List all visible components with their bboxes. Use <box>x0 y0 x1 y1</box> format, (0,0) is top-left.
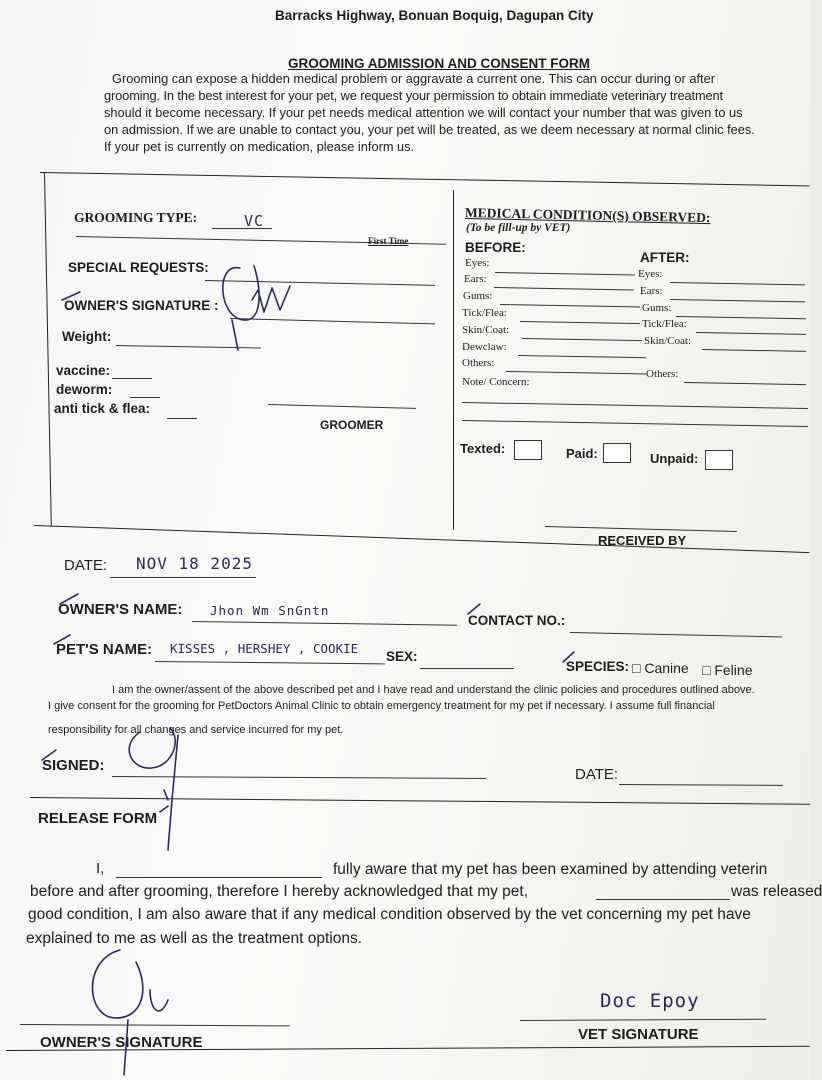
unpaid-label: Unpaid: <box>650 451 699 466</box>
grooming-type-label: GROOMING TYPE: <box>74 210 198 225</box>
consent-line-1: I am the owner/assent of the above described pet and I have read and understand the clinic policies and procedures outlined above. <box>112 684 755 696</box>
received-by-label: RECEIVED BY <box>598 533 687 548</box>
release-line-2-start: before and after grooming, therefore I hereby acknowledged that my pet, <box>30 883 529 900</box>
vet-name-handwritten: Doc Epoy <box>600 990 700 1012</box>
before-dewclaw-label: Dewclaw: <box>462 341 507 353</box>
species-canine-option[interactable]: □ Canine <box>632 660 689 676</box>
texted-label: Texted: <box>460 441 506 456</box>
after-gums-label: Gums: <box>642 302 672 314</box>
date-value: NOV 18 2025 <box>136 554 253 573</box>
grooming-type-value: VC <box>244 212 265 230</box>
after-others-label: Others: <box>646 368 679 380</box>
pet-name-label: PET'S NAME: <box>56 641 153 658</box>
before-skincoat-label: Skin/Coat: <box>462 324 510 336</box>
consent-line-2: I give consent for the grooming for PetDoctors Animal Clinic to obtain emergency treatment for my pet if necessary. I assume full financial <box>48 700 715 712</box>
release-line-2-end: was released <box>731 883 822 900</box>
note-concern-label: Note/ Concern: <box>462 376 530 388</box>
vet-signature-label: VET SIGNATURE <box>578 1026 699 1043</box>
after-skincoat-label: Skin/Coat: <box>644 335 692 347</box>
release-line-4: explained to me as well as the treatment options. <box>26 930 363 947</box>
strike-owner-name <box>60 594 78 604</box>
owner-signature-scribble <box>223 266 290 350</box>
consent-line-3: responsibility for all changes and service incurred for my pet. <box>48 724 344 736</box>
intro-line: on admission. If we are unable to contact you, your pet will be treated, as we deem necessary at normal clinic fees. <box>104 122 755 137</box>
signed-date-label: DATE: <box>575 766 619 783</box>
owner-bottom-signature-scribble <box>93 950 169 1075</box>
clinic-address: Barracks Highway, Bonuan Boquig, Dagupan City <box>275 8 594 23</box>
species-feline-option[interactable]: □ Feline <box>702 662 753 678</box>
owner-name-value: Jhon Wm SnGntn <box>210 603 330 618</box>
intro-line: Grooming can expose a hidden medical problem or aggravate a current one. This can occur during or after <box>112 71 715 86</box>
anti-tick-flea-label: anti tick & flea: <box>54 401 151 416</box>
signed-label: SIGNED: <box>42 757 105 774</box>
before-label: BEFORE: <box>465 240 526 255</box>
intro-line: should it become necessary. If your pet needs medical attention we will contact your number that was given to us <box>104 105 743 120</box>
after-eyes-label: Eyes: <box>638 268 663 280</box>
strike-contact <box>468 604 480 614</box>
strike-pet-name <box>54 635 70 644</box>
special-requests-label: SPECIAL REQUESTS: <box>68 260 209 275</box>
owner-name-label: OWNER'S NAME: <box>58 601 183 618</box>
contact-label: CONTACT NO.: <box>468 613 566 628</box>
vaccine-label: vaccine: <box>56 363 111 378</box>
pet-name-value: KISSES , HERSHEY , COOKIE <box>170 641 359 656</box>
release-i-label: I, <box>96 860 105 877</box>
signed-scribble <box>129 728 178 850</box>
before-tickflea-label: Tick/Flea: <box>462 307 507 319</box>
strike-species <box>563 652 574 662</box>
weight-label: Weight: <box>62 329 112 344</box>
groomer-label: GROOMER <box>320 418 384 432</box>
after-ears-label: Ears: <box>640 285 663 297</box>
medical-subtitle: (To be fill-up by VET) <box>466 222 571 234</box>
strike-owner-signature <box>62 292 80 300</box>
before-ears-label: Ears: <box>464 273 487 285</box>
before-gums-label: Gums: <box>463 290 493 302</box>
owner-signature-bottom-label: OWNER'S SIGNATURE <box>40 1034 203 1051</box>
release-title: RELEASE FORM <box>38 810 158 827</box>
deworm-label: deworm: <box>56 382 113 397</box>
before-others-label: Others: <box>462 357 495 369</box>
after-label: AFTER: <box>640 250 690 265</box>
form-title: GROOMING ADMISSION AND CONSENT FORM <box>288 56 590 71</box>
medical-title: MEDICAL CONDITION(S) OBSERVED: <box>464 205 711 226</box>
sex-label: SEX: <box>386 649 418 664</box>
paid-label: Paid: <box>566 446 598 461</box>
release-scribble <box>160 790 168 812</box>
date-label: DATE: <box>64 557 108 574</box>
before-eyes-label: Eyes: <box>465 257 490 269</box>
release-line-1: fully aware that my pet has been examined by attending veterin <box>333 861 768 878</box>
intro-line: grooming. In the best interest for your pet, we request your permission to obtain immediate veterinary treatment <box>104 88 723 103</box>
after-tickflea-label: Tick/Flea: <box>642 318 687 330</box>
release-line-3: good condition, I am also aware that if any medical condition observed by the vet concerning my pet have <box>28 906 751 923</box>
intro-line: If your pet is currently on medication, please inform us. <box>104 139 415 154</box>
first-time-label: First Time <box>368 236 409 246</box>
species-label: SPECIES: <box>566 659 630 674</box>
strike-signed <box>42 750 56 760</box>
owner-signature-label: OWNER'S SIGNATURE : <box>64 298 219 313</box>
